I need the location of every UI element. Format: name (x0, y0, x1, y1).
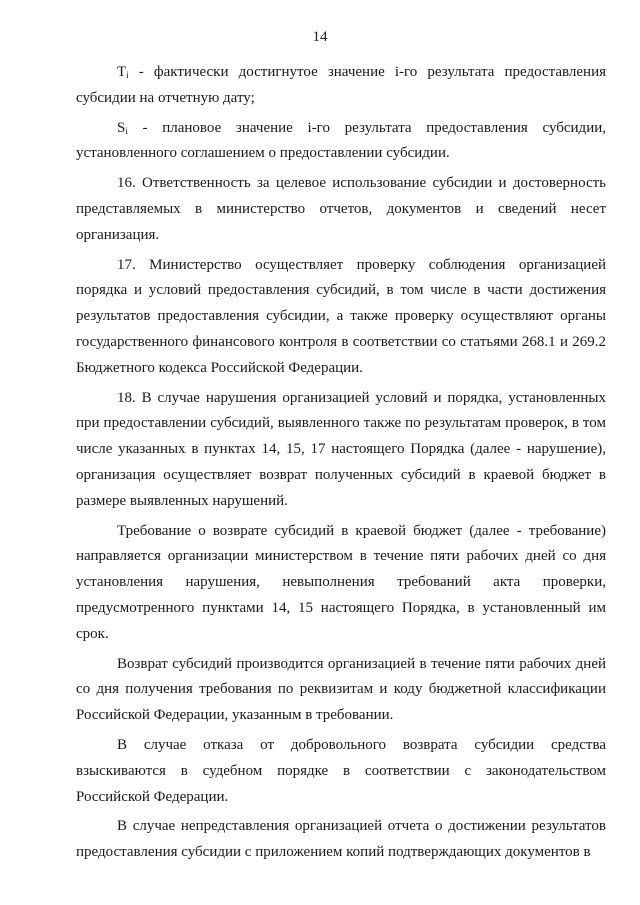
paragraph-18: 18. В случае нарушения организацией условий и порядка, установленных при предоставлении субсидий, выявленного также по результатам проверок, в том числе указанных в пунктах 14, 15, 17 настоящего Порядка (далее - нарушение), организация осуществляет возврат полученных субсидий в краевой бюджет в размере выявленных нарушений. (76, 389, 606, 509)
paragraph-si-definition (76, 116, 606, 168)
paragraph-non-submission: В случае непредставления организацией отчета о достижении результатов предоставления субсидии с приложением копий подтверждающих документов в (76, 818, 606, 861)
paragraph-ti-definition (76, 60, 606, 112)
paragraph-requirement: Требование о возврате субсидий в краевой бюджет (далее - требование) направляется организации министерством в течение пяти рабочих дней со дня установления нарушения, невыполнения требований акта проверки, предусмотренного пунктами 14, 15 настоящего Порядка, в установленный им срок. (76, 522, 606, 642)
paragraph-text: - плановое значение i-го результата предоставления субсидии, установленного соглашением о предоставлении субсидии. (76, 119, 606, 162)
paragraph-16: 16. Ответственность за целевое использование субсидии и достоверность представляемых в министерство отчетов, документов и сведений несет организация. (76, 175, 606, 243)
variable-s: S (117, 119, 126, 136)
variable-t: T (117, 64, 127, 80)
variable-t-subscript: i (126, 70, 129, 80)
variable-s-subscript: i (125, 125, 128, 136)
paragraph-refusal: В случае отказа от добровольного возврата субсидии средства взыскиваются в судебном порядке в соответствии с законодательством Российской Федерации. (76, 736, 606, 805)
paragraph-text: - фактически достигнутое значение i-го результата предоставления субсидии на отчетную дату; (76, 64, 606, 106)
page-number: 14 (312, 29, 328, 45)
document-body (76, 60, 606, 866)
paragraph-17: 17. Министерство осуществляет проверку соблюдения организацией порядка и условий предоставления субсидий, в том числе в части достижения результатов предоставления субсидии, а также проверку осуществляют органы государственного финансового контроля в соответствии со статьями 268.1 и 269.2 Бюджетного кодекса Российской Федерации. (76, 256, 606, 376)
paragraph-refund: Возврат субсидий производится организацией в течение пяти рабочих дней со дня получения требования по реквизитам и коду бюджетной классификации Российской Федерации, указанным в требовании. (76, 655, 606, 724)
